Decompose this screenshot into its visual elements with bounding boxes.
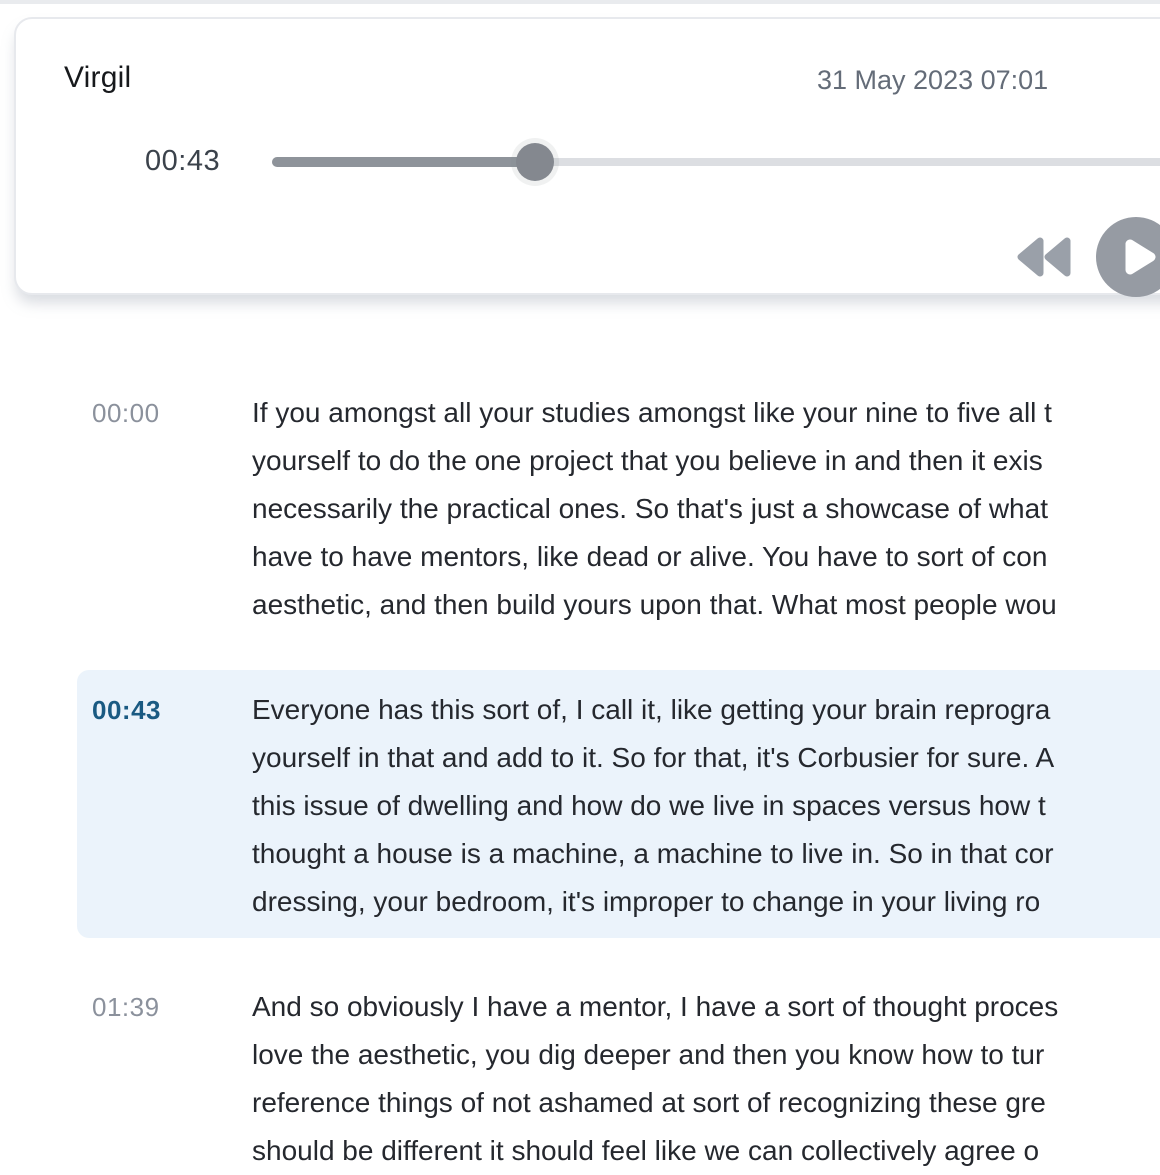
segment-text-line: necessarily the practical ones. So that's just a showcase of what [252, 493, 1048, 524]
recording-datetime: 31 May 2023 07:01 [817, 65, 1049, 95]
segment-text-line: love the aesthetic, you dig deeper and then you know how to tur [252, 1039, 1045, 1070]
transcript-segment[interactable] [0, 389, 1160, 629]
segment-text-line: yourself in that and add to it. So for that, it's Corbusier for sure. A [252, 742, 1055, 773]
segment-text-line: dressing, your bedroom, it's improper to change in your living ro [252, 886, 1041, 917]
rewind-icon [1016, 266, 1072, 283]
audio-player-card [14, 17, 1160, 295]
current-time-label: 00:43 [145, 145, 221, 177]
segment-text-line: should be different it should feel like we can collectively agree o [252, 1135, 1040, 1166]
top-divider [0, 0, 1160, 4]
segment-text-line: reference things of not ashamed at sort of recognizing these gre [252, 1087, 1046, 1118]
transcript-segment-active[interactable] [77, 670, 1160, 938]
player-controls [1016, 215, 1160, 299]
play-button[interactable] [1096, 217, 1160, 297]
segment-text-line: have to have mentors, like dead or alive. You have to sort of con [252, 541, 1048, 572]
segment-text [252, 983, 1160, 1175]
recording-title: Virgil [64, 61, 132, 94]
segment-timestamp[interactable]: 00:00 [92, 398, 160, 428]
segment-timestamp[interactable]: 00:43 [92, 695, 161, 725]
seek-progress-fill [272, 157, 535, 167]
seek-slider[interactable] [272, 139, 1160, 185]
segment-text-line: thought a house is a machine, a machine to live in. So in that cor [252, 838, 1054, 869]
segment-text-line: aesthetic, and then build yours upon that. What most people wou [252, 589, 1057, 620]
segment-timestamp[interactable]: 01:39 [92, 992, 160, 1022]
segment-text-line: yourself to do the one project that you believe in and then it exis [252, 445, 1043, 476]
segment-text-line: this issue of dwelling and how do we live in spaces versus how t [252, 790, 1046, 821]
seek-thumb[interactable] [516, 143, 554, 181]
segment-text-line: Everyone has this sort of, I call it, like getting your brain reprogra [252, 694, 1051, 725]
rewind-button[interactable] [1016, 235, 1072, 279]
segment-text-line: If you amongst all your studies amongst like your nine to five all t [252, 397, 1052, 428]
transcript-segment[interactable] [0, 983, 1160, 1175]
segment-text [252, 389, 1160, 629]
segment-text [252, 686, 1160, 926]
segment-text-line: And so obviously I have a mentor, I have a sort of thought proces [252, 991, 1059, 1022]
